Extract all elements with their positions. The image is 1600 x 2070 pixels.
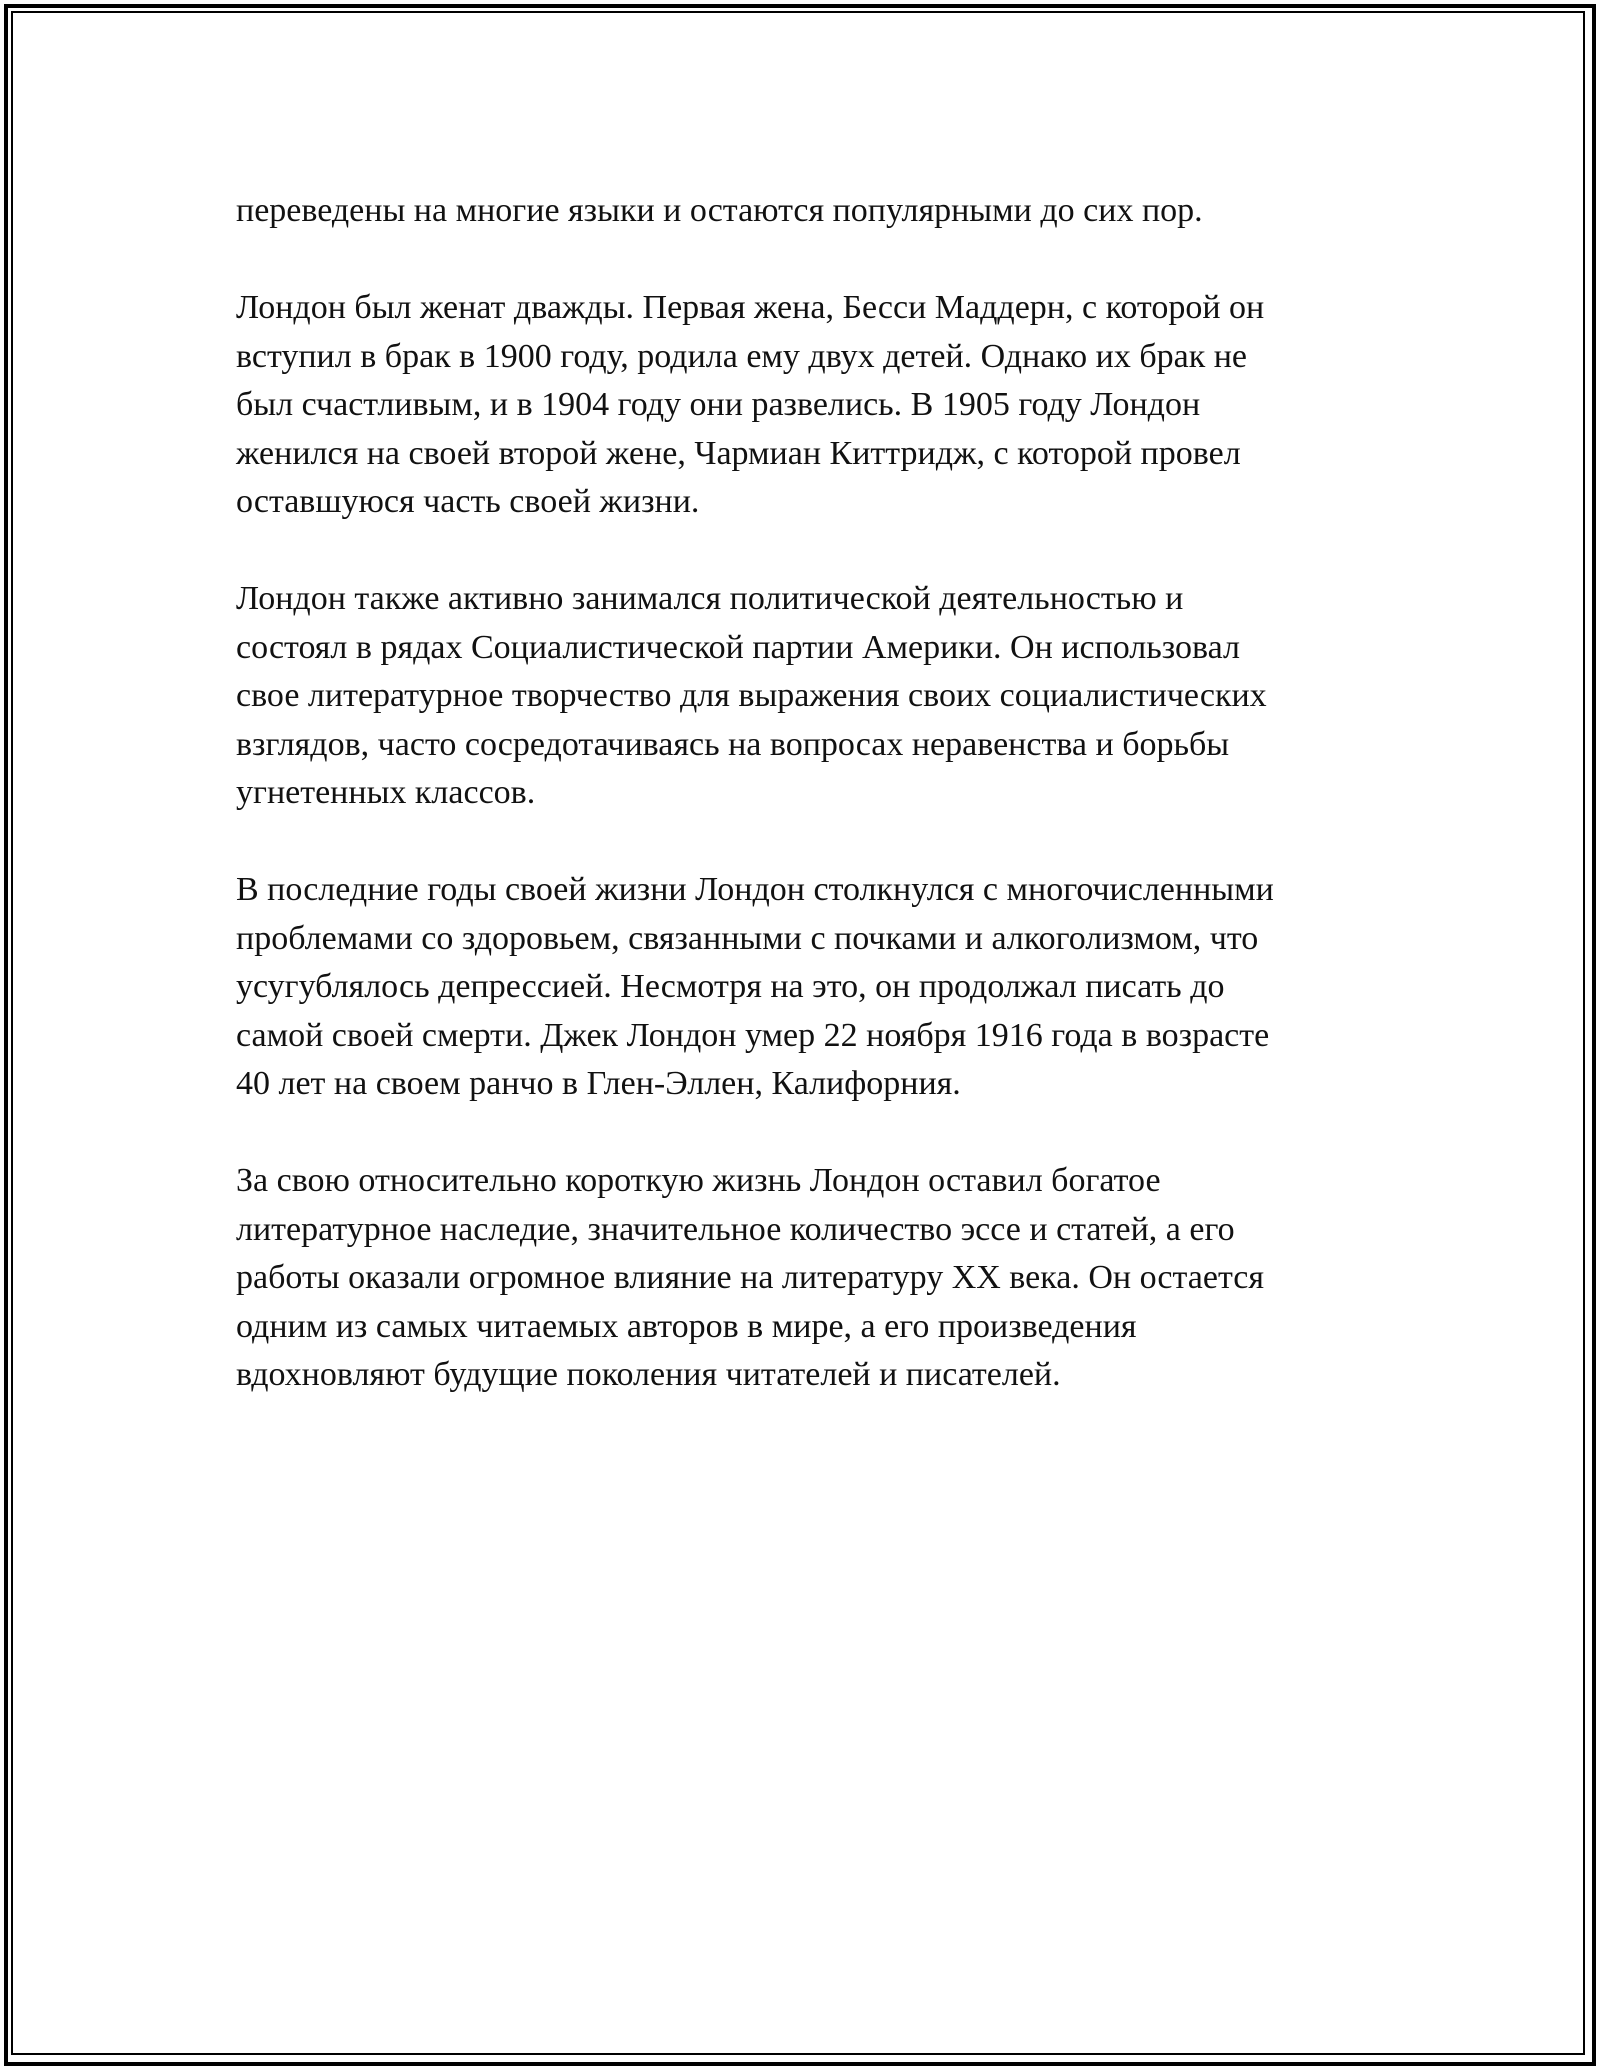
- text-line: Лондон также активно занимался политической деятельностью и: [236, 580, 1184, 617]
- text-line: женился на своей второй жене, Чармиан Киттридж, с которой провел: [236, 434, 1241, 472]
- text-line: был счастливым, и в 1904 году они развелись. В 1905 году Лондон: [236, 386, 1201, 423]
- text-line: состоял в рядах Социалистической партии Америки. Он использовал: [236, 628, 1240, 666]
- text-line: оставшуюся часть своей жизни.: [236, 483, 700, 520]
- text-line: работы оказали огромное влияние на литературу XX века. Он остается: [236, 1259, 1264, 1296]
- text-line: За свою относительно короткую жизнь Лондон оставил богатое: [236, 1162, 1161, 1199]
- document-body: [236, 187, 1386, 1448]
- text-line: переведены на многие языки и остаются популярными до сих пор.: [236, 192, 1203, 229]
- text-line: В последние годы своей жизни Лондон столкнулся с многочисленными: [236, 871, 1274, 908]
- text-line: самой своей смерти. Джек Лондон умер 22 ноября 1916 года в возрасте: [236, 1016, 1270, 1054]
- text-line: взглядов, часто сосредотачиваясь на вопросах неравенства и борьбы: [236, 725, 1230, 763]
- text-line: угнетенных классов.: [236, 774, 536, 811]
- paragraph: [236, 187, 1386, 236]
- text-line: свое литературное творчество для выражения своих социалистических: [236, 677, 1267, 714]
- text-line: одним из самых читаемых авторов в мире, а его произведения: [236, 1307, 1137, 1345]
- paragraph: [236, 575, 1386, 818]
- paragraph: [236, 1157, 1386, 1400]
- paragraph: [236, 866, 1386, 1109]
- text-line: вступил в брак в 1900 году, родила ему двух детей. Однако их брак не: [236, 337, 1248, 375]
- paragraph: [236, 284, 1386, 527]
- text-line: Лондон был женат дважды. Первая жена, Бесси Маддерн, с которой он: [236, 289, 1265, 326]
- text-line: усугублялось депрессией. Несмотря на это, он продолжал писать до: [236, 968, 1225, 1005]
- text-line: вдохновляют будущие поколения читателей и писателей.: [236, 1356, 1061, 1393]
- text-line: 40 лет на своем ранчо в Глен-Эллен, Калифорния.: [236, 1065, 961, 1102]
- text-line: литературное наследие, значительное количество эссе и статей, а его: [236, 1210, 1235, 1248]
- text-line: проблемами со здоровьем, связанными с почками и алкоголизмом, что: [236, 919, 1259, 957]
